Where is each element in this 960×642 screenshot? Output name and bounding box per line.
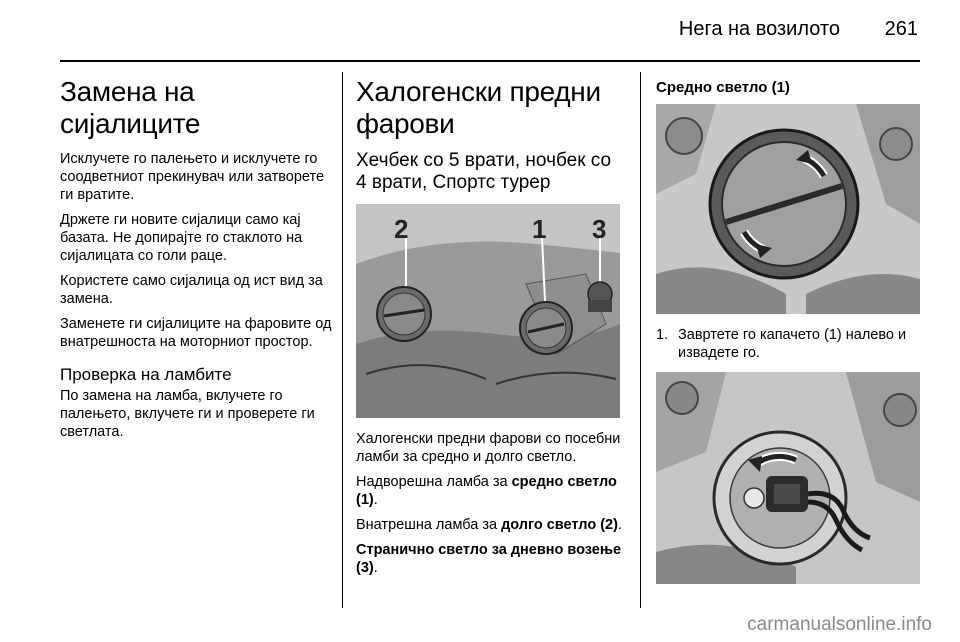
column-halogen-headlights [356,72,626,584]
subheading-body-variants: Хечбек со 5 врати, ночбек со 4 врати, Спортс турер [356,150,612,193]
section-heading-halogen-headlights: Халогенски предни фарови [356,76,601,139]
paragraph: Заменете ги сијалиците на фаровите од внатрешноста на моторниот простор. [60,316,332,350]
section-heading-bulb-replacement: Замена на сијалиците [60,76,201,139]
low-beam-cap-illustration [656,104,920,314]
instruction-steps [656,326,924,362]
instruction-step: 1. Завртете го капачето (1) налево и извадете го. [656,327,907,361]
paragraph: Користете само сијалица од ист вид за замена. [60,273,323,307]
subheading-low-beam: Средно светло (1) [656,79,790,96]
paragraph: Халогенски предни фарови со посебни ламби за средно и долго светло. [356,431,621,465]
figure-label-2: 2 [394,214,409,244]
figure-label-1: 1 [532,214,547,244]
subheading-lamp-check: Проверка на ламбите [60,365,232,384]
watermark-text: carmanualsonline.info [747,614,932,635]
header-rule [60,60,920,62]
column-low-beam [656,72,924,596]
paragraph-daytime-running-light: Странично светло за дневно возење (3). [356,542,622,576]
figure-label-3: 3 [592,214,607,244]
low-beam-cap-figure [656,104,920,314]
paragraph: По замена на ламба, вклучете го палењето, вклучете ги и проверете ги светлата. [60,388,315,440]
column-divider-2 [640,72,641,608]
headlight-rear-view-figure [356,204,620,418]
low-beam-bulb-figure [656,372,920,584]
paragraph: Држете ги новите сијалици само кај базата. Не допирајте го стаклото на сијалицата со голи раце. [60,212,303,264]
low-beam-bulb-illustration [656,372,920,584]
paragraph: Исклучете го палењето и исклучете го соодветниот прекинувач или затворете ги вратите. [60,151,325,203]
paragraph-low-beam: Надворешна ламба за средно светло (1). [356,474,617,508]
paragraph-high-beam: Внатрешна ламба за долго светло (2). [356,517,622,533]
column-bulb-replacement [60,72,332,448]
running-header-title: Нега на возилото [678,18,840,40]
page-number: 261 [884,18,918,40]
column-divider-1 [342,72,343,608]
